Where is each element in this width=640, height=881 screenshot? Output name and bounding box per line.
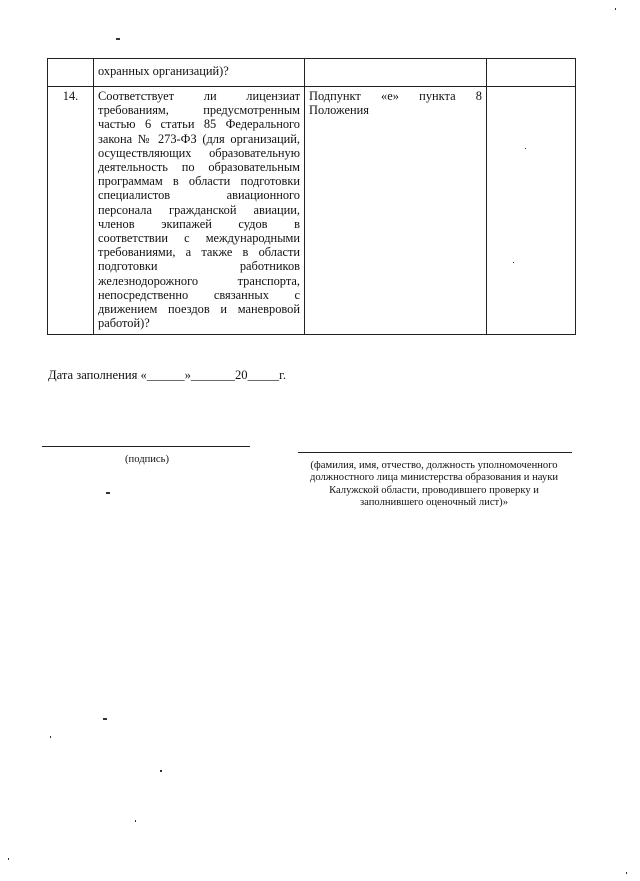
scan-speck: [135, 820, 136, 822]
scan-speck: [160, 770, 162, 772]
evaluation-table: [47, 58, 576, 335]
fill-date-line: Дата заполнения «______»_______20_____г.: [48, 368, 286, 382]
mark-cell: [487, 87, 576, 335]
signature-line: [42, 446, 250, 447]
scan-speck: [626, 872, 627, 874]
mark-cell: [487, 59, 576, 87]
official-caption: (фамилия, имя, отчество, должность уполномоченного должностного лица министерства образования и науки Калужской области, проводившего проверку и заполнившего оценочный лист)»: [309, 460, 559, 509]
table-row: [48, 59, 576, 87]
scan-speck: [513, 262, 514, 263]
basis-cell: Подпункт «е» пункта 8 Положения: [305, 87, 487, 335]
question-cell: Соответствует ли лицензиат требованиям, предусмотренным частью 6 статьи 85 Федерального закона № 273-ФЗ (для организаций, осуществляющих образовательную деятельность по образовательным программам в области подготовки специалистов авиационного персонала гражданской авиации, членов экипажей судов в соответствии с международными требованиями, а также в области подготовки работников железнодорожного транспорта, непосредственно связанных с движением поездов и маневровой работой)?: [94, 87, 305, 335]
scan-speck: [615, 8, 616, 10]
scan-speck: [525, 148, 526, 149]
scan-speck: [8, 858, 9, 860]
question-cell: охранных организаций)?: [94, 59, 305, 87]
row-number-cell: [48, 59, 94, 87]
basis-cell: [305, 59, 487, 87]
scan-speck: [103, 718, 107, 720]
scan-speck: [50, 736, 51, 738]
scan-speck: [116, 38, 120, 40]
signature-caption: (подпись): [125, 454, 169, 465]
row-number-cell: 14.: [48, 87, 94, 335]
official-name-line: [298, 452, 572, 453]
scan-speck: [106, 492, 110, 494]
table-row: [48, 87, 576, 335]
